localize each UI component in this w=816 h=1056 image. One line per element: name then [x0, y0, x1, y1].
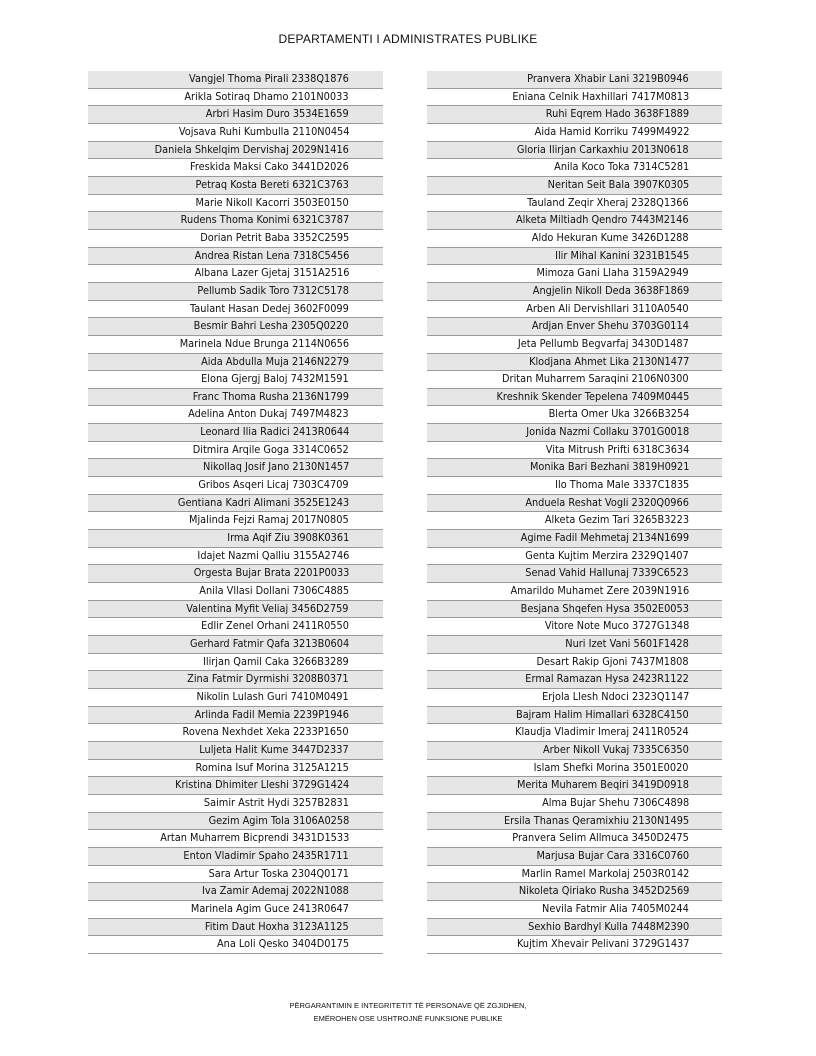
person-entry: Iva Zamir Ademaj 2022N1088: [202, 885, 349, 898]
list-row: [427, 512, 722, 530]
person-entry: Anila Koco Toka 7314C5281: [553, 161, 689, 174]
person-entry: Nikolin Lulash Guri 7410M0491: [196, 690, 349, 703]
list-row: [427, 406, 722, 424]
list-row: [88, 424, 383, 442]
person-entry: Gerhard Fatmir Qafa 3213B0604: [189, 638, 349, 650]
list-row: [427, 707, 722, 725]
person-entry: Marinela Agim Guce 2413R0647: [190, 902, 349, 915]
person-entry: Vitore Note Muco 3727G1348: [544, 620, 689, 633]
person-entry: Ruhi Eqrem Hado 3638F1889: [545, 108, 689, 121]
list-row: [88, 230, 383, 248]
list-row: [88, 742, 383, 760]
list-row: [88, 813, 383, 831]
list-row: [88, 495, 383, 513]
person-entry: Jonida Nazmi Collaku 3701G0018: [526, 426, 689, 439]
list-row: [427, 777, 722, 795]
person-entry: Genta Kujtim Merzira 2329Q1407: [525, 549, 689, 562]
person-entry: Idajet Nazmi Qalliu 3155A2746: [197, 549, 349, 562]
person-entry: Rovena Nexhdet Xeka 2233P1650: [182, 726, 349, 739]
list-row: [427, 689, 722, 707]
person-entry: Ermal Ramazan Hysa 2423R1122: [525, 673, 689, 686]
list-row: [427, 618, 722, 636]
person-entry: Vangjel Thoma Pirali 2338Q1876: [189, 73, 349, 85]
list-row: [88, 936, 383, 954]
person-entry: Sara Artur Toska 2304Q0171: [208, 867, 349, 880]
person-entry: Luljeta Halit Kume 3447D2337: [199, 743, 349, 756]
person-entry: Marlin Ramel Markolaj 2503R0142: [521, 867, 689, 880]
list-row: [427, 442, 722, 460]
list-row: [427, 459, 722, 477]
person-entry: Ardjan Enver Shehu 3703G0114: [531, 320, 689, 333]
list-row: [88, 177, 383, 195]
person-entry: Enton Vladimir Spaho 2435R1711: [183, 849, 349, 862]
list-row: [88, 919, 383, 937]
list-row: [427, 318, 722, 336]
person-entry: Andrea Ristan Lena 7318C5456: [194, 249, 349, 262]
list-row: [427, 848, 722, 866]
list-row: [427, 583, 722, 601]
person-entry: Leonard Ilia Radici 2413R0644: [199, 426, 349, 439]
list-row: [427, 654, 722, 672]
list-row: [88, 265, 383, 283]
person-entry: Eniana Celnik Haxhillari 7417M0813: [512, 90, 689, 103]
person-entry: Kristina Dhimiter Lleshi 3729G1424: [174, 779, 349, 792]
list-row: [88, 795, 383, 813]
list-row: [88, 248, 383, 266]
list-row: [88, 866, 383, 884]
list-row: [427, 212, 722, 230]
list-row: [427, 601, 722, 619]
list-row: [88, 901, 383, 919]
person-entry: Mimoza Gani Llaha 3159A2949: [536, 267, 689, 280]
list-row: [427, 919, 722, 937]
person-entry: Arbri Hasim Duro 3534E1659: [206, 108, 349, 121]
person-entry: Ditmira Arqile Goga 3314C0652: [192, 443, 349, 456]
list-row: [427, 883, 722, 901]
person-entry: Neritan Seit Bala 3907K0305: [547, 178, 689, 191]
person-entry: Orgesta Bujar Brata 2201P0033: [193, 567, 349, 580]
person-entry: Alketa Miltiadh Qendro 7443M2146: [516, 214, 689, 227]
person-entry: Tauland Zeqir Xheraj 2328Q1366: [527, 196, 689, 209]
list-row: [88, 301, 383, 319]
list-row: [88, 442, 383, 460]
list-row: [88, 760, 383, 778]
list-row: [427, 177, 722, 195]
list-row: [427, 636, 722, 654]
list-row: [88, 212, 383, 230]
footer-line-2: EMËROHEN OSE USHTROJNË FUNKSIONE PUBLIKE: [313, 1014, 503, 1023]
left-name-list: [88, 71, 383, 954]
footer-line-1: PËRGARANTIMIN E INTEGRITETIT TË PERSONAVE QË ZGJIDHEN,: [289, 1001, 527, 1010]
person-entry: Pranvera Selim Allmuca 3450D2475: [512, 832, 689, 845]
person-entry: Gribos Asqeri Licaj 7303C4709: [198, 479, 349, 492]
person-entry: Daniela Shkelqim Dervishaj 2029N1416: [154, 143, 349, 156]
person-entry: Desart Rakip Gjoni 7437M1808: [536, 655, 689, 668]
person-entry: Kujtim Xhevair Pelivani 3729G1437: [516, 938, 689, 951]
person-entry: Zina Fatmir Dyrmishi 3208B0371: [187, 673, 349, 686]
list-row: [88, 777, 383, 795]
list-row: [88, 195, 383, 213]
page-footer: [0, 999, 816, 1025]
list-row: [88, 159, 383, 177]
person-entry: Rudens Thoma Konimi 6321C3787: [180, 214, 349, 227]
list-row: [88, 371, 383, 389]
person-entry: Anila Vllasi Dollani 7306C4885: [199, 585, 349, 598]
person-entry: Erjola Llesh Ndoci 2323Q1147: [541, 690, 689, 703]
person-entry: Vojsava Ruhi Kumbulla 2110N0454: [178, 125, 349, 138]
person-entry: Arber Nikoll Vukaj 7335C6350: [543, 743, 689, 756]
right-name-list: [427, 71, 722, 954]
person-entry: Klodjana Ahmet Lika 2130N1477: [528, 355, 689, 368]
list-row: [427, 495, 722, 513]
person-entry: Marie Nikoll Kacorri 3503E0150: [195, 196, 349, 209]
list-row: [427, 265, 722, 283]
person-entry: Ilir Mihal Kanini 3231B1545: [554, 249, 689, 262]
person-entry: Valentina Myfit Veliaj 3456D2759: [186, 602, 349, 615]
list-row: [88, 106, 383, 124]
person-entry: Klaudja Vladimir Imeraj 2411R0524: [515, 726, 689, 739]
person-entry: Nikoleta Qiriako Rusha 3452D2569: [518, 885, 689, 898]
person-entry: Romina Isuf Morina 3125A1215: [195, 761, 349, 774]
list-row: [427, 301, 722, 319]
list-row: [427, 424, 722, 442]
list-row: [427, 830, 722, 848]
list-row: [88, 583, 383, 601]
list-row: [88, 654, 383, 672]
person-entry: Aida Hamid Korriku 7499M4922: [534, 125, 689, 138]
list-row: [427, 283, 722, 301]
list-row: [427, 371, 722, 389]
list-row: [427, 671, 722, 689]
list-row: [88, 318, 383, 336]
list-row: [88, 71, 383, 89]
list-row: [88, 459, 383, 477]
list-row: [88, 477, 383, 495]
list-row: [88, 389, 383, 407]
list-row: [427, 71, 722, 89]
list-row: [88, 89, 383, 107]
list-row: [427, 760, 722, 778]
list-row: [88, 618, 383, 636]
list-row: [427, 336, 722, 354]
person-entry: Ilo Thoma Male 3337C1835: [554, 479, 689, 492]
page-title: DEPARTAMENTI I ADMINISTRATES PUBLIKE: [278, 32, 538, 46]
person-entry: Arben Ali Dervishllari 3110A0540: [526, 302, 689, 315]
person-entry: Nikollaq Josif Jano 2130N1457: [202, 461, 349, 474]
person-entry: Jeta Pellumb Begvarfaj 3430D1487: [518, 337, 689, 350]
list-row: [427, 230, 722, 248]
person-entry: Adelina Anton Dukaj 7497M4823: [188, 408, 349, 421]
list-row: [88, 707, 383, 725]
person-entry: Mjalinda Fejzi Ramaj 2017N0805: [189, 514, 349, 527]
person-entry: Edlir Zenel Orhani 2411R0550: [201, 620, 349, 633]
person-entry: Saimir Astrit Hydi 3257B2831: [203, 796, 349, 809]
person-entry: Islam Shefki Morina 3501E0020: [534, 761, 689, 774]
person-entry: Franc Thoma Rusha 2136N1799: [192, 390, 349, 403]
person-entry: Ana Loli Qesko 3404D0175: [216, 938, 349, 951]
list-row: [88, 636, 383, 654]
person-entry: Blerta Omer Uka 3266B3254: [548, 408, 689, 421]
list-row: [88, 124, 383, 142]
list-row: [88, 601, 383, 619]
list-row: [427, 89, 722, 107]
list-row: [427, 354, 722, 372]
person-entry: Gentiana Kadri Alimani 3525E1243: [177, 496, 349, 509]
list-row: [427, 813, 722, 831]
person-entry: Taulant Hasan Dedej 3602F0099: [190, 302, 349, 315]
list-row: [88, 283, 383, 301]
list-row: [427, 901, 722, 919]
list-row: [88, 530, 383, 548]
person-entry: Alma Bujar Shehu 7306C4898: [541, 796, 689, 809]
person-entry: Anduela Reshat Vogli 2320Q0966: [525, 496, 689, 509]
list-row: [88, 406, 383, 424]
list-row: [427, 724, 722, 742]
person-entry: Marinela Ndue Brunga 2114N0656: [179, 337, 349, 350]
list-row: [427, 106, 722, 124]
person-entry: Albana Lazer Gjetaj 3151A2516: [194, 267, 349, 280]
list-row: [88, 689, 383, 707]
list-row: [427, 195, 722, 213]
person-entry: Marjusa Bujar Cara 3316C0760: [536, 849, 689, 862]
list-row: [88, 565, 383, 583]
list-row: [88, 354, 383, 372]
list-row: [427, 866, 722, 884]
person-entry: Arikla Sotiraq Dhamo 2101N0033: [184, 90, 349, 103]
list-row: [427, 477, 722, 495]
person-entry: Vita Mitrush Prifti 6318C3634: [545, 443, 689, 456]
person-entry: Sexhio Bardhyl Kulla 7448M2390: [527, 920, 689, 933]
list-row: [88, 548, 383, 566]
list-row: [88, 671, 383, 689]
person-entry: Gezim Agim Tola 3106A0258: [208, 814, 349, 827]
person-entry: Monika Bari Bezhani 3819H0921: [529, 461, 689, 474]
list-row: [427, 795, 722, 813]
person-entry: Elona Gjergj Baloj 7432M1591: [201, 373, 349, 386]
list-row: [427, 548, 722, 566]
person-entry: Angjelin Nikoll Deda 3638F1869: [532, 284, 689, 297]
person-entry: Freskida Maksi Cako 3441D2026: [190, 161, 349, 174]
person-entry: Nuri Izet Vani 5601F1428: [565, 638, 689, 650]
person-entry: Fitim Daut Hoxha 3123A1125: [205, 920, 349, 933]
person-entry: Senad Vahid Hallunaj 7339C6523: [525, 567, 689, 580]
list-row: [427, 936, 722, 954]
person-entry: Besmir Bahri Lesha 2305Q0220: [194, 320, 349, 333]
list-row: [88, 336, 383, 354]
list-row: [427, 565, 722, 583]
list-row: [427, 389, 722, 407]
list-row: [427, 248, 722, 266]
person-entry: Petraq Kosta Bereti 6321C3763: [195, 178, 349, 191]
person-entry: Dritan Muharrem Saraqini 2106N0300: [502, 373, 689, 386]
list-row: [427, 142, 722, 160]
list-row: [427, 742, 722, 760]
person-entry: Pranvera Xhabir Lani 3219B0946: [527, 73, 689, 85]
list-row: [427, 530, 722, 548]
list-row: [88, 830, 383, 848]
person-entry: Dorian Petrit Baba 3352C2595: [199, 231, 349, 244]
person-entry: Merita Muharem Beqiri 3419D0918: [517, 779, 689, 792]
list-row: [88, 883, 383, 901]
person-entry: Arlinda Fadil Memia 2239P1946: [194, 708, 349, 721]
list-row: [88, 724, 383, 742]
list-row: [427, 124, 722, 142]
person-entry: Aldo Hekuran Kume 3426D1288: [532, 231, 689, 244]
person-entry: Bajram Halim Himallari 6328C4150: [516, 708, 689, 721]
person-entry: Artan Muharrem Bicprendi 3431D1533: [159, 832, 349, 845]
person-entry: Ilirjan Qamil Caka 3266B3289: [203, 655, 349, 668]
list-row: [427, 159, 722, 177]
person-entry: Amarildo Muhamet Zere 2039N1916: [510, 585, 689, 598]
person-entry: Gloria Ilirjan Carkaxhiu 2013N0618: [517, 143, 689, 156]
person-entry: Besjana Shqefen Hysa 3502E0053: [520, 602, 689, 615]
person-entry: Kreshnik Skender Tepelena 7409M0445: [496, 390, 689, 403]
person-entry: Aida Abdulla Muja 2146N2279: [201, 355, 349, 368]
person-entry: Ersila Thanas Qeramixhiu 2130N1495: [503, 814, 689, 827]
person-entry: Alketa Gezim Tari 3265B3223: [544, 514, 689, 527]
person-entry: Nevila Fatmir Alia 7405M0244: [542, 902, 689, 915]
person-entry: Agime Fadil Mehmetaj 2134N1699: [520, 532, 689, 545]
list-row: [88, 512, 383, 530]
person-entry: Pellumb Sadik Toro 7312C5178: [197, 284, 349, 297]
list-row: [88, 848, 383, 866]
person-entry: Irma Aqif Ziu 3908K0361: [226, 532, 349, 545]
list-row: [88, 142, 383, 160]
